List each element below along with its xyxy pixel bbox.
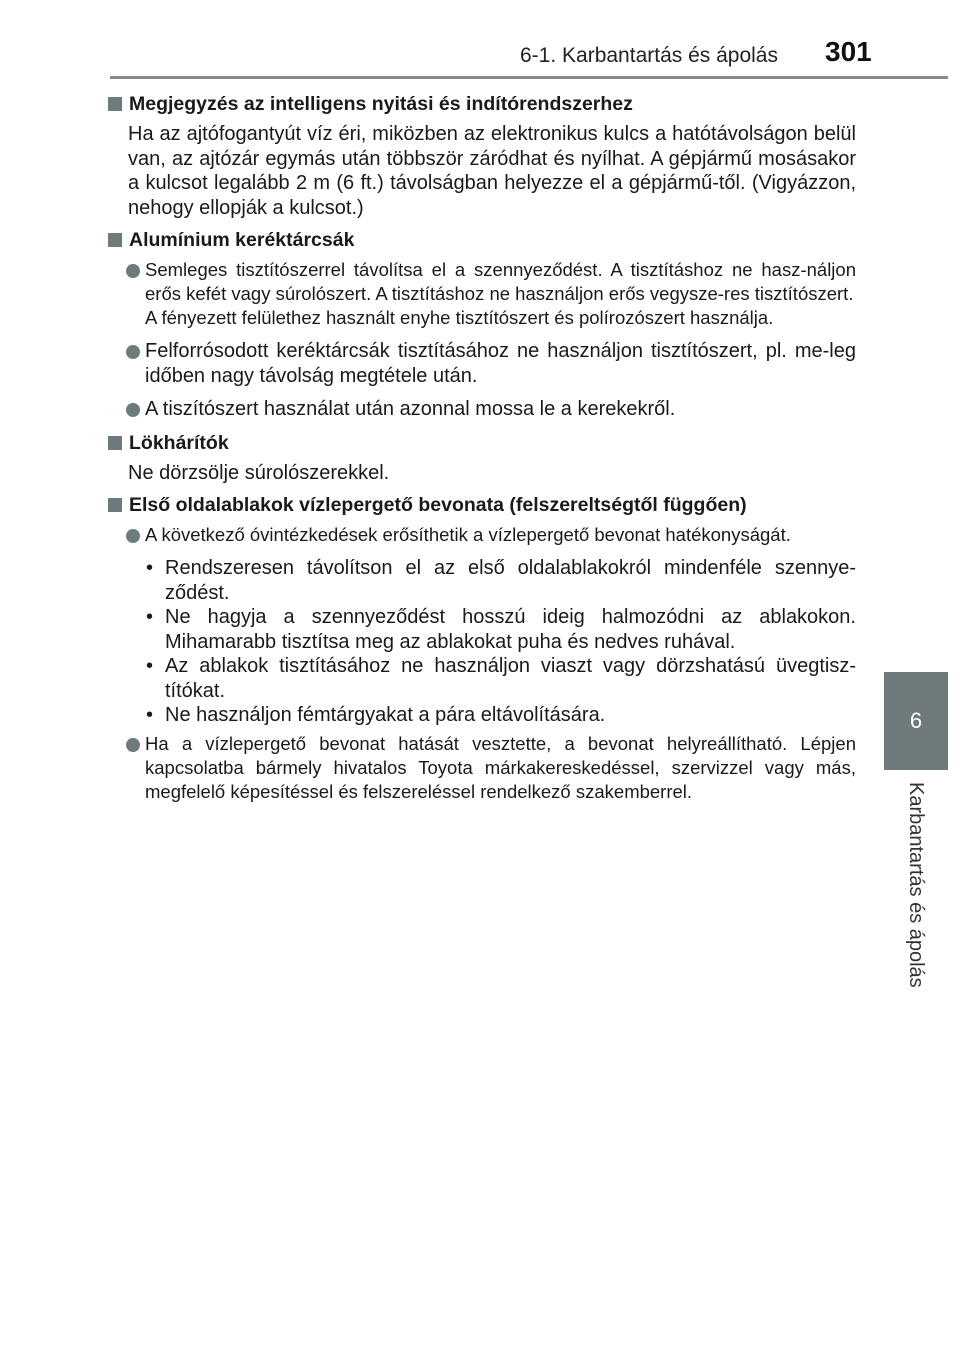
chapter-number: 6 [909,708,923,733]
precaution-list [108,556,856,728]
round-bullet-icon [126,529,140,543]
dot-bullet-icon: • [146,655,154,677]
square-bullet-icon [108,97,122,111]
chapter-title: 6-1. Karbantartás és ápolás [520,44,778,67]
precaution-item-text: Az ablakok tisztításához ne használjon viaszt vagy dörzshatású üvegtisz-títókat. [165,655,856,702]
round-bullet-icon [126,403,140,417]
precaution-item [146,556,856,605]
dot-bullet-icon: • [146,704,154,726]
list-item [108,397,856,422]
section-intelligent-entry [108,92,856,220]
section-bumpers [108,431,856,486]
list-item-text: Felforrósodott keréktárcsák tisztításához ne használjon tisztítószert, pl. me-leg időben nagy távolság megtétele után. [145,340,856,387]
header-divider [110,76,948,79]
list-item-text: Ha a vízlepergető bevonat hatását vesztette, a bevonat helyreállítható. Lépjen kapcsolatba bármely hivatalos Toyota márkakereskedéssel, szervizzel vagy más, megfelelő képesítéssel és felszereléssel rendelkező szakemberrel. [145,732,856,802]
section-heading [108,228,856,252]
list-item [108,339,856,388]
section-paragraph: Ne dörzsölje súrolószerekkel. [128,461,390,484]
chapter-side-label-text: Karbantartás és ápolás [905,782,927,988]
square-bullet-icon [108,436,122,450]
section-heading [108,431,856,455]
precaution-item-text: Ne hagyja a szennyeződést hosszú ideig halmozódni az ablakokon. Mihamarabb tisztítsa meg az ablakokat puha és nedves ruhával. [165,606,856,653]
section-aluminium-wheels [108,228,856,422]
list-item-text: Semleges tisztítószerrel távolítsa el a szennyeződést. A tisztításhoz ne hasz-náljon erős kefét vagy súrolószert. A tisztításhoz ne használjon erős vegysze-res tisztítószert. [145,259,856,304]
precaution-item [146,654,856,703]
square-bullet-icon [108,498,122,512]
dot-bullet-icon: • [146,557,154,579]
chapter-side-label [904,782,928,992]
section-heading-text: Alumínium keréktárcsák [129,229,355,251]
list-item [108,523,856,547]
chapter-side-tab [884,672,948,770]
list-item [108,258,856,330]
page-content [108,92,856,813]
page-header [0,0,960,80]
dot-bullet-icon: • [146,606,154,628]
round-bullet-icon [126,738,140,752]
round-bullet-icon [126,264,140,278]
page-number: 301 [825,36,872,67]
section-heading-text: Lökhárítók [129,431,229,454]
square-bullet-icon [108,233,122,247]
section-heading [108,493,856,517]
precaution-item [146,703,856,728]
round-bullet-icon [126,345,140,359]
section-heading-text: Első oldalablakok vízlepergető bevonata (felszereltségtől függően) [129,494,747,516]
list-item-text: A következő óvintézkedések erősíthetik a vízlepergető bevonat hatékonyságát. [145,524,791,545]
precaution-item-text: Rendszeresen távolítson el az első oldalablakokról mindenféle szennye-ződést. [165,557,856,604]
list-item-text: A tiszítószert használat után azonnal mossa le a kerekekről. [145,398,676,420]
section-paragraph: Ha az ajtófogantyút víz éri, miközben az elektronikus kulcs a hatótávolságon belül van, az ajtózár egymás után többször záródhat és nyílhat. A gépjármű mosásakor a kulcsot legalább 2 m (6 ft.) távolságban helyezze el a gépjármű-től. (Vigyázzon, nehogy ellopják a kulcsot.) [128,123,856,219]
section-heading [108,92,856,116]
precaution-item [146,605,856,654]
list-item-extra-text: A fényezett felülethez használt enyhe tisztítószert és polírozószert használja. [145,307,774,328]
precaution-item-text: Ne használjon fémtárgyakat a pára eltávolítására. [165,704,606,726]
section-water-repellent-coating [108,493,856,804]
section-heading-text: Megjegyzés az intelligens nyitási és indítórendszerhez [129,93,633,115]
list-item [108,732,856,804]
